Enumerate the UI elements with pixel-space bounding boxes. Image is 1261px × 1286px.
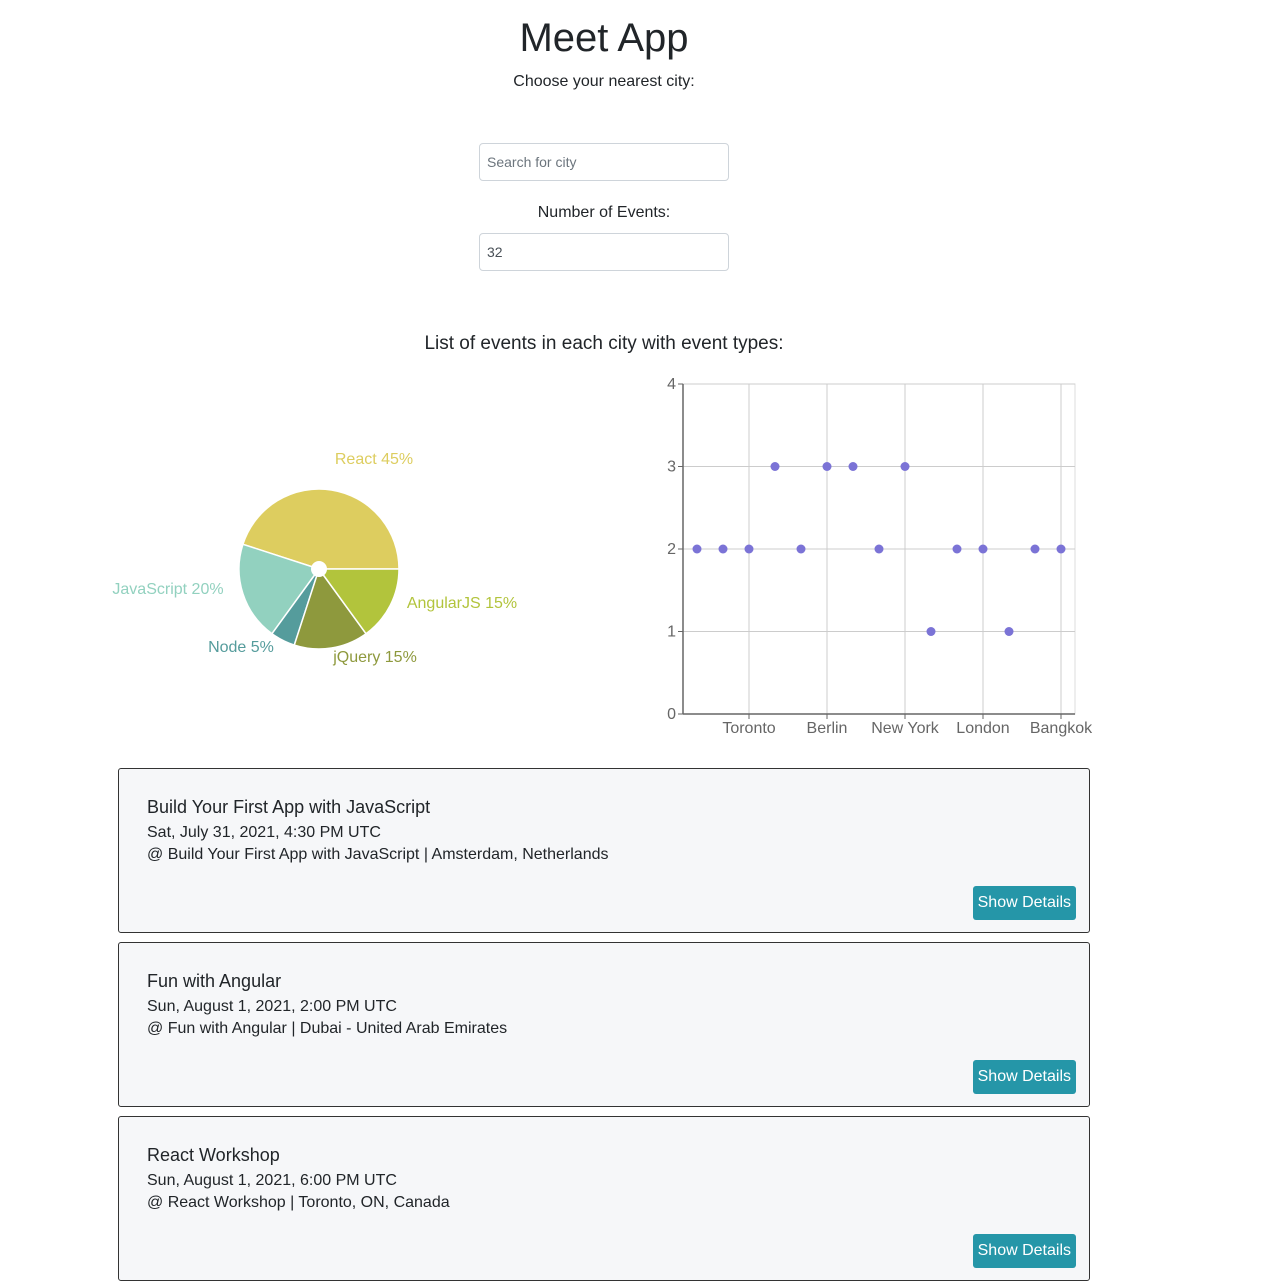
y-tick-label: 0 bbox=[667, 706, 676, 723]
event-title: Build Your First App with JavaScript bbox=[147, 797, 431, 817]
city-search-input[interactable] bbox=[479, 143, 729, 181]
y-tick-label: 4 bbox=[667, 376, 676, 393]
show-details-button[interactable]: Show Details bbox=[973, 886, 1076, 920]
event-location: @ Fun with Angular | Dubai - United Arab Emirates bbox=[147, 1020, 508, 1037]
scatter-point bbox=[979, 545, 988, 554]
event-card bbox=[118, 1116, 1090, 1281]
number-of-events-input[interactable] bbox=[479, 233, 729, 271]
event-genre-pie-chart bbox=[0, 380, 620, 720]
x-tick-label: New York bbox=[871, 720, 939, 737]
events-per-city-scatter-chart bbox=[620, 370, 1120, 750]
scatter-point bbox=[849, 462, 858, 471]
x-tick-label: Berlin bbox=[806, 720, 848, 737]
event-date: Sun, August 1, 2021, 6:00 PM UTC bbox=[147, 1172, 397, 1189]
pie-label: jQuery 15% bbox=[333, 649, 417, 666]
event-card bbox=[118, 768, 1090, 933]
city-prompt: Choose your nearest city: bbox=[513, 73, 695, 90]
app-title: Meet App bbox=[519, 16, 689, 60]
event-location: @ React Workshop | Toronto, ON, Canada bbox=[147, 1194, 450, 1211]
x-tick-label: Toronto bbox=[722, 720, 776, 737]
y-tick-label: 1 bbox=[667, 623, 676, 641]
scatter-point bbox=[797, 545, 806, 554]
event-card bbox=[118, 942, 1090, 1107]
event-title: Fun with Angular bbox=[147, 971, 282, 991]
scatter-point bbox=[745, 545, 754, 554]
scatter-point bbox=[823, 462, 832, 471]
pie-label: React 45% bbox=[334, 451, 414, 468]
event-title: React Workshop bbox=[147, 1145, 280, 1165]
event-date: Sun, August 1, 2021, 2:00 PM UTC bbox=[147, 998, 397, 1015]
scatter-point bbox=[875, 545, 884, 554]
pie-label: JavaScript 20% bbox=[112, 581, 224, 598]
event-date: Sat, July 31, 2021, 4:30 PM UTC bbox=[147, 824, 381, 841]
x-tick-label: London bbox=[956, 720, 1010, 737]
scatter-point bbox=[953, 545, 962, 554]
scatter-point bbox=[1005, 627, 1014, 636]
scatter-point bbox=[927, 627, 936, 636]
y-tick-label: 3 bbox=[667, 458, 676, 476]
pie-label: AngularJS 15% bbox=[406, 595, 518, 612]
event-location: @ Build Your First App with JavaScript | Amsterdam, Netherlands bbox=[147, 846, 609, 863]
scatter-point bbox=[719, 545, 728, 554]
x-tick-label: Bangkok bbox=[1029, 720, 1093, 737]
show-details-button[interactable]: Show Details bbox=[973, 1234, 1076, 1268]
scatter-point bbox=[693, 545, 702, 554]
scatter-point bbox=[1031, 545, 1040, 554]
scatter-point bbox=[1057, 545, 1066, 554]
scatter-point bbox=[771, 462, 780, 471]
scatter-point bbox=[901, 462, 910, 471]
y-tick-label: 2 bbox=[667, 541, 676, 558]
pie-center-hole bbox=[311, 561, 327, 577]
pie-label: Node 5% bbox=[208, 639, 274, 656]
show-details-button[interactable]: Show Details bbox=[973, 1060, 1076, 1094]
charts-title: List of events in each city with event types: bbox=[424, 333, 784, 354]
number-of-events-label: Number of Events: bbox=[537, 204, 671, 221]
